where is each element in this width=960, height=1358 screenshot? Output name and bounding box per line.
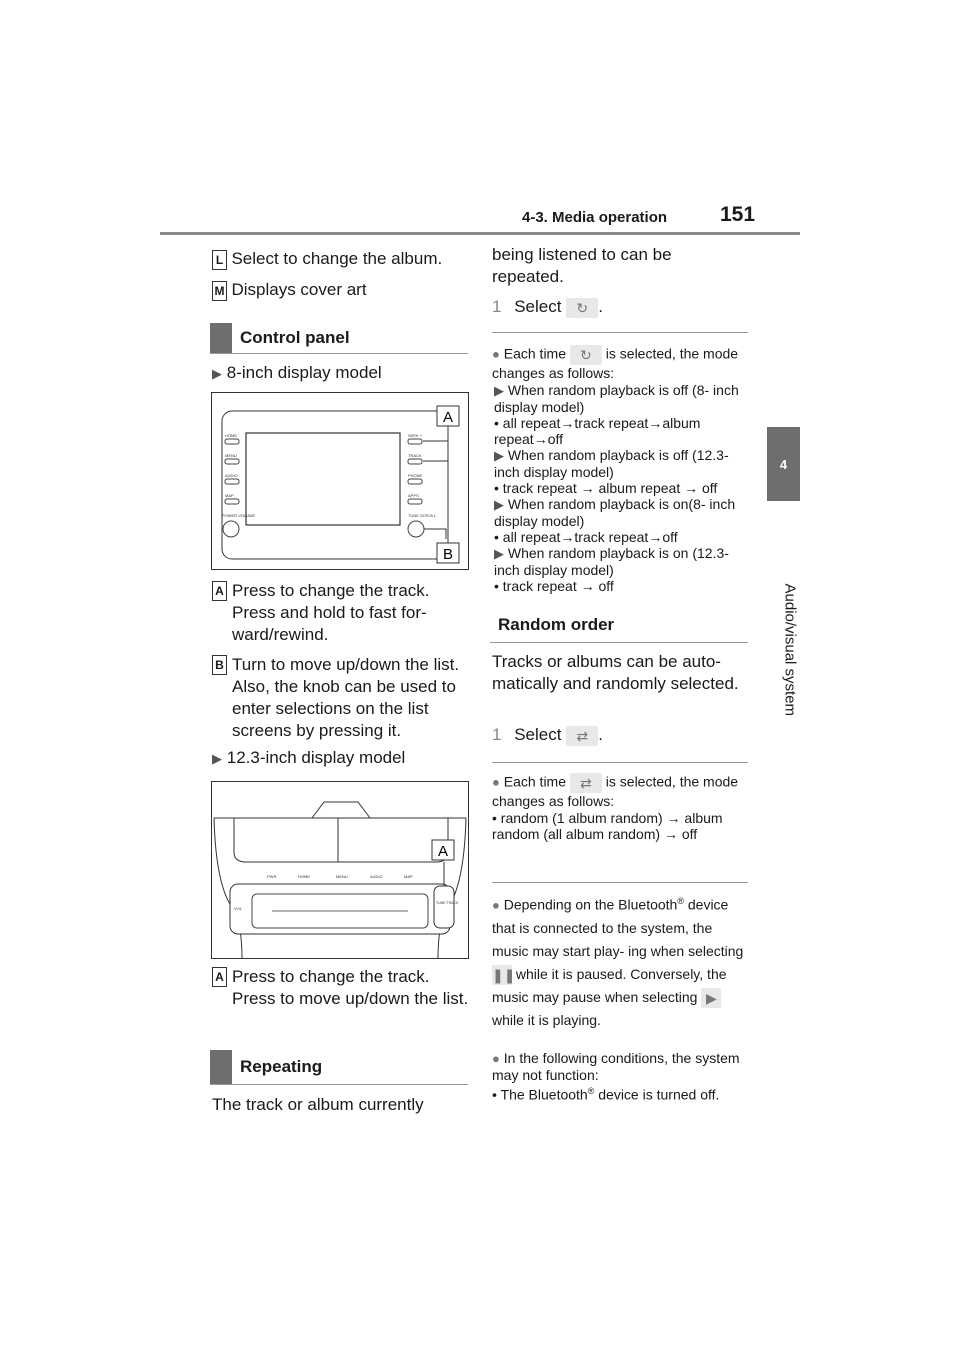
each-time-text: Each time [503,773,566,790]
cond-item-1: The Bluetooth [500,1086,588,1103]
bt-note-2: device that is connected to the system, the music may start play- [492,896,729,959]
rule [492,762,748,763]
step-text: Select [514,297,562,316]
play-icon: ▶ [701,988,721,1008]
bt-note-5: may pause when selecting [532,988,698,1005]
repeat-intro: The track or album currently [212,1095,424,1114]
model12-text: 12.3-inch display model [226,748,406,767]
cond-note-text: In the following conditions, the system may not function: [492,1050,740,1083]
r1-seq: all repeat→track repeat→album repeat→off [494,415,701,447]
repeating-heading [210,1050,468,1085]
item-L-text: Select to change the album. [231,249,443,268]
model8-line [212,362,382,385]
bullet-icon: ● [492,774,500,790]
registered-mark: ® [587,1086,595,1096]
fig1-callout-B: B [443,546,454,563]
each-time-rest: is selected, the mode changes as follows: [492,773,739,809]
step-period: . [598,297,603,316]
fig1-btn-left-0: HOME [225,433,237,438]
fig2-callout-A: A [438,843,449,860]
bt-note-1: Depending on the Bluetooth [503,896,678,913]
fig2-tune: TUNE TRACK [436,901,459,905]
page-number: 151 [720,203,756,226]
fig1-btn-right-2: PHONE [408,473,423,478]
r2-seq: track repeat → album repeat → off [502,480,718,496]
bt-note-6: while it is playing. [492,1011,601,1028]
section-title: 4-3. Media operation [522,209,668,226]
item-B-text: Turn to move up/down the list. Also, the knob can be used to enter selections on the list screens by pressing it. [232,655,460,740]
fig1-btn-left-3: MAP [225,493,234,498]
header-rule [160,232,800,235]
head-unit-8inch-illustration [212,393,468,569]
random-order-heading [490,608,748,643]
fig1-btn-left-1: MENU [225,453,237,458]
control-panel-heading [210,323,468,354]
triangle-icon: ▶ [494,448,504,463]
step-number: 1 [492,297,502,316]
heading-bar [210,323,232,353]
rule [492,332,748,333]
step-number: 1 [492,725,502,744]
cond-item-2: device is turned off. [598,1086,720,1103]
triangle-icon: ▶ [494,497,504,512]
item-A1-text: Press to change the track. Press and hold to fast for- ward/rewind. [232,581,430,644]
label-L: L [212,250,227,270]
step-repeat [492,296,603,318]
fig1-btn-left-4: POWER VOLUME [222,513,256,518]
r1-head: When random playback is off (8- inch display model) [494,382,739,415]
bullet-icon: ● [492,897,500,913]
fig2-btn-1: HOME [298,874,310,879]
bluetooth-note [492,890,748,1032]
conditions-note: ● In the following conditions, the system may not function: • The Bluetooth® device is turned off. [492,1050,740,1103]
repeat-continued: being listened to can be repeated. [492,245,672,286]
item-A2-text: Press to change the track. Press to move up/down the list. [232,967,469,1008]
registered-mark: ® [677,896,684,906]
fig2-btn-2: MENU [336,874,348,879]
repeat-icon: ↻ [566,298,598,318]
triangle-icon: ▶ [494,546,504,561]
random-note: ● Each time ⇄ is selected, the mode changes as follows: • random (1 album random) → album random (all album random) → off [492,773,739,842]
item-L [212,248,474,270]
fig1-btn-right-0: SEEK + [408,433,423,438]
bullet-icon: ● [492,1051,500,1066]
triangle-icon: ▶ [212,751,222,766]
each-time-rest: is selected, the mode changes as follows: [492,345,739,381]
fig2-btn-4: MAP [404,874,413,879]
step-random [492,724,603,746]
fig2-vol: VOL [234,906,243,911]
fig1-callout-A: A [443,409,454,426]
head-unit-12inch-illustration [212,782,468,958]
triangle-icon: ▶ [494,383,504,398]
random-order-label: Random order [498,615,615,634]
r3-seq: all repeat→track repeat→off [502,529,678,545]
item-M-text: Displays cover art [231,280,367,299]
item-B [212,654,474,742]
label-A2: A [212,967,227,987]
bullet-icon: ● [492,346,500,362]
repeat-icon: ↻ [570,345,602,365]
fig2-btn-3: AUDIO [370,874,383,879]
chapter-tab: 4 [767,427,800,501]
heading-bar [210,1050,232,1084]
each-time-text: Each time [503,345,566,362]
figure-8inch [211,392,469,570]
random-seq: random (1 album random) → album random (all album random) → off [492,810,723,842]
shuffle-icon: ⇄ [570,773,602,793]
fig1-btn-right-1: TRACK [408,453,422,458]
figure-12inch [211,781,469,959]
control-panel-label: Control panel [240,328,350,347]
triangle-icon: ▶ [212,366,222,381]
r4-seq: track repeat → off [502,578,614,594]
pause-icon: ❚❚ [492,966,516,983]
label-M: M [212,281,227,301]
fig1-btn-right-3: APPS [408,493,419,498]
fig2-btn-0: PWR [267,874,277,879]
bt-note-3: ing when selecting [628,942,744,959]
chapter-name: Audio/visual system [781,583,799,717]
label-A1: A [212,581,227,601]
random-intro: Tracks or albums can be auto- matically and randomly selected. [492,652,739,693]
bt-note-4: while it is paused. Conversely, the music [492,965,727,1005]
shuffle-icon: ⇄ [566,726,598,746]
rule [492,882,748,883]
model12-line [212,747,405,770]
r3-head: When random playback is on(8- inch display model) [494,496,736,529]
fig1-btn-right-4: TUNE SCROLL [408,513,437,518]
item-M [212,279,474,301]
r2-head: When random playback is off (12.3-inch display model) [494,447,729,480]
label-B: B [212,655,227,675]
repeat-note: ● Each time ↻ is selected, the mode changes as follows: ▶ When random playback is off (8- inch display model) • all repeat→track repeat→album repeat→off ▶ When random playback is off (12.3-inch display model) • track repeat → album repeat → off ▶ When random playback is on(8- inch display model) • all repeat→track repeat→off ▶ When random playback is on (12.3-inch display model) • track repeat → off [492,345,739,594]
r4-head: When random playback is on (12.3-inch display model) [494,545,729,578]
model8-text: 8-inch display model [226,363,382,382]
repeating-label: Repeating [240,1057,323,1076]
step-period: . [598,725,603,744]
fig1-btn-left-2: AUDIO [225,473,238,478]
item-A1 [212,580,474,646]
step-text: Select [514,725,562,744]
item-A2 [212,966,474,1010]
